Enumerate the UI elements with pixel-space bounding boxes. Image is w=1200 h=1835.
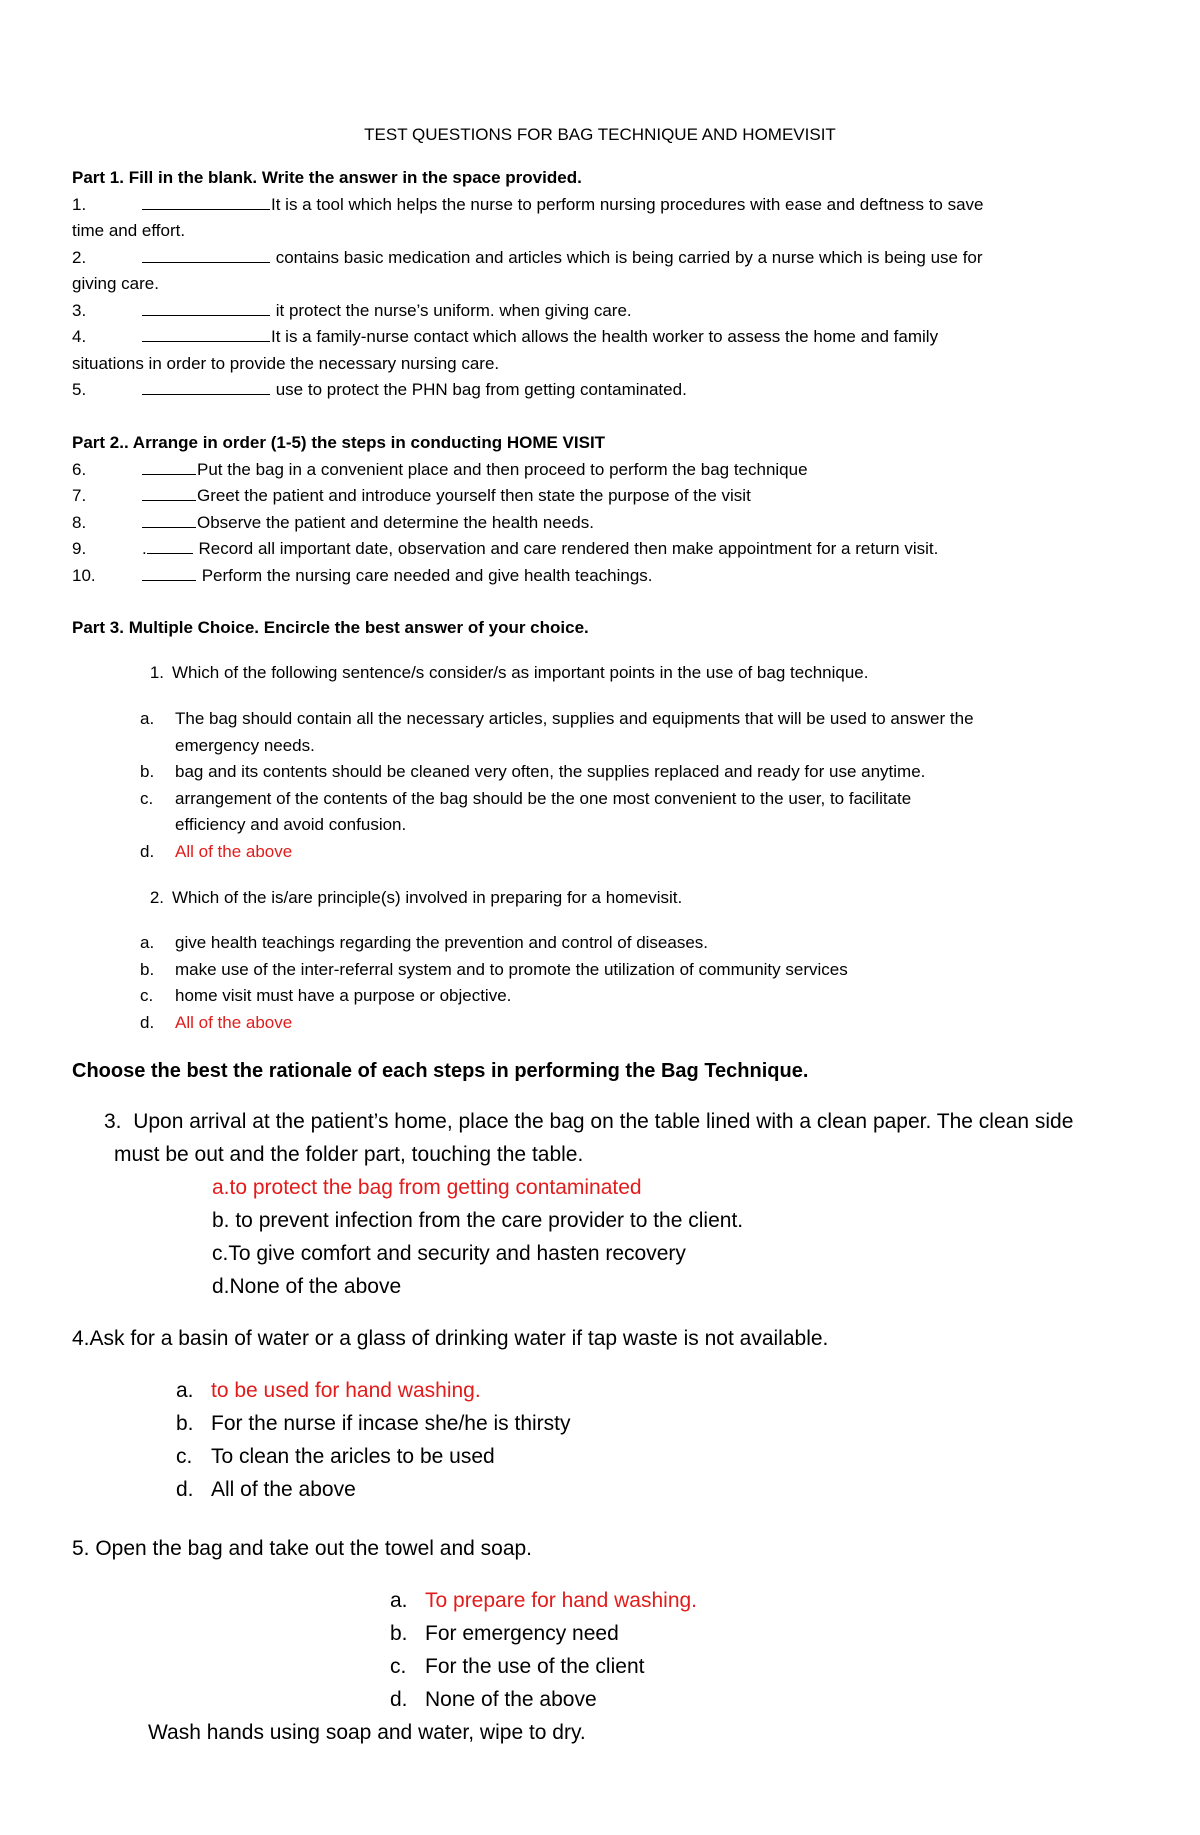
option-text: home visit must have a purpose or objective. bbox=[175, 986, 512, 1005]
footer-instruction: Wash hands using soap and water, wipe to dry. bbox=[148, 1721, 586, 1744]
option[interactable] bbox=[176, 1407, 1076, 1440]
option-letter: d. bbox=[390, 1688, 408, 1711]
item-text: It is a family-nurse contact which allows the health worker to assess the home and family bbox=[271, 327, 939, 346]
option-text: For emergency need bbox=[425, 1622, 619, 1645]
option-letter: c. bbox=[140, 788, 154, 808]
item-text: Put the bag in a convenient place and then proceed to perform the bag technique bbox=[197, 459, 808, 479]
option-text-cont: emergency needs. bbox=[175, 735, 315, 755]
option-text: arrangement of the contents of the bag should be the one most convenient to the user, to facilitate bbox=[175, 788, 912, 808]
item-text-cont: giving care. bbox=[72, 274, 159, 293]
item-text: it protect the nurse’s uniform. when giving care. bbox=[271, 300, 632, 320]
part1-item bbox=[72, 298, 1132, 325]
correct-answer-text: to be used for hand washing. bbox=[211, 1379, 481, 1402]
item-text: Observe the patient and determine the health needs. bbox=[197, 512, 594, 532]
correct-answer-text[interactable]: a.to protect the bag from getting contaminated bbox=[212, 1176, 642, 1199]
item-text: contains basic medication and articles which is being carried by a nurse which is being use for bbox=[271, 247, 983, 267]
option-text-cont: efficiency and avoid confusion. bbox=[175, 815, 407, 834]
answer-blank[interactable] bbox=[142, 325, 270, 342]
option-letter: c. bbox=[140, 986, 154, 1005]
part3-heading: Part 3. Multiple Choice. Encircle the best answer of your choice. bbox=[72, 618, 589, 637]
option-letter: d. bbox=[140, 1012, 155, 1032]
question-2 bbox=[72, 885, 1132, 912]
option[interactable] bbox=[140, 706, 1100, 759]
option[interactable] bbox=[176, 1473, 1076, 1506]
item-text: use to protect the PHN bag from getting contaminated. bbox=[271, 380, 687, 399]
question-4-options bbox=[176, 1374, 1076, 1506]
option[interactable] bbox=[390, 1650, 1090, 1683]
item-number: 6. bbox=[72, 459, 87, 479]
answer-blank[interactable] bbox=[142, 246, 270, 263]
part2-item bbox=[72, 457, 1132, 484]
item-text-cont: time and effort. bbox=[72, 221, 186, 240]
question-4: 4.Ask for a basin of water or a glass of drinking water if tap waste is not available. bbox=[72, 1327, 829, 1350]
item-number: 1. bbox=[72, 194, 87, 214]
rationale-heading: Choose the best the rationale of each steps in performing the Bag Technique. bbox=[72, 1060, 809, 1082]
question-2-options bbox=[140, 930, 1100, 1036]
correct-answer-text: To prepare for hand washing. bbox=[425, 1589, 698, 1612]
question-text: Upon arrival at the patient’s home, place the bag on the table lined with a clean paper. The clean side bbox=[133, 1110, 1074, 1133]
option-text[interactable]: d.None of the above bbox=[212, 1275, 402, 1298]
option-text: bag and its contents should be cleaned very often, the supplies replaced and ready for use anytime. bbox=[175, 762, 926, 781]
option-text[interactable]: c.To give comfort and security and hasten recovery bbox=[212, 1242, 686, 1265]
option-letter: b. bbox=[176, 1412, 194, 1435]
option[interactable] bbox=[176, 1374, 1076, 1407]
option[interactable] bbox=[390, 1617, 1090, 1650]
part2-item bbox=[72, 536, 1132, 563]
part1-heading: Part 1. Fill in the blank. Write the answer in the space provided. bbox=[72, 168, 582, 187]
item-number: 7. bbox=[72, 486, 87, 505]
option-text: For the nurse if incase she/he is thirsty bbox=[211, 1412, 571, 1435]
option[interactable] bbox=[140, 786, 1100, 839]
item-number: 10. bbox=[72, 565, 96, 585]
option[interactable] bbox=[140, 930, 1100, 957]
answer-blank[interactable] bbox=[142, 378, 270, 395]
order-blank[interactable] bbox=[142, 484, 196, 501]
question-3-options bbox=[212, 1171, 1112, 1303]
option[interactable] bbox=[390, 1683, 1090, 1716]
item-text-cont: situations in order to provide the necessary nursing care. bbox=[72, 353, 500, 373]
order-blank[interactable] bbox=[142, 458, 196, 475]
option-letter: d. bbox=[140, 841, 155, 861]
option[interactable] bbox=[140, 1010, 1100, 1037]
item-number: 2. bbox=[72, 247, 87, 267]
order-blank[interactable] bbox=[142, 511, 196, 528]
question-text: Which of the following sentence/s consider/s as important points in the use of bag technique. bbox=[172, 663, 869, 682]
option-text[interactable]: b. to prevent infection from the care provider to the client. bbox=[212, 1209, 744, 1232]
part2-item bbox=[72, 563, 1132, 590]
option-letter: a. bbox=[140, 709, 155, 728]
part1-section bbox=[72, 165, 1132, 404]
option-text: The bag should contain all the necessary articles, supplies and equipments that will be used to answer the bbox=[175, 709, 974, 728]
part2-item bbox=[72, 510, 1132, 537]
option-letter: a. bbox=[390, 1589, 408, 1612]
option[interactable] bbox=[140, 759, 1100, 786]
item-number: 5. bbox=[72, 380, 87, 399]
option-letter: c. bbox=[390, 1655, 407, 1678]
question-1 bbox=[72, 660, 1132, 687]
item-text: It is a tool which helps the nurse to perform nursing procedures with ease and deftness to save bbox=[271, 194, 984, 214]
part1-item bbox=[72, 377, 1132, 404]
option[interactable] bbox=[390, 1584, 1090, 1617]
answer-blank[interactable] bbox=[142, 193, 270, 210]
part2-section bbox=[72, 430, 1132, 589]
question-1-options bbox=[140, 706, 1100, 865]
item-number: 4. bbox=[72, 327, 87, 346]
option[interactable] bbox=[140, 839, 1100, 866]
option-letter: a. bbox=[140, 933, 155, 952]
answer-blank[interactable] bbox=[142, 299, 270, 316]
option-letter: b. bbox=[140, 762, 155, 781]
item-number: 9. bbox=[72, 539, 87, 558]
order-blank[interactable] bbox=[147, 537, 193, 554]
option-text: make use of the inter-referral system and to promote the utilization of community services bbox=[175, 959, 848, 979]
part2-item bbox=[72, 483, 1132, 510]
option-text: All of the above bbox=[211, 1478, 356, 1501]
option-letter: b. bbox=[390, 1622, 408, 1645]
part1-item bbox=[72, 192, 1132, 245]
page-title: TEST QUESTIONS FOR BAG TECHNIQUE AND HOMEVISIT bbox=[364, 125, 836, 144]
item-text: Record all important date, observation and care rendered then make appointment for a return visit. bbox=[193, 539, 939, 558]
option[interactable] bbox=[176, 1440, 1076, 1473]
option-letter: a. bbox=[176, 1379, 194, 1402]
part1-item bbox=[72, 324, 1132, 377]
part1-item bbox=[72, 245, 1132, 298]
question-number: 3. bbox=[104, 1110, 122, 1133]
item-text: Greet the patient and introduce yourself then state the purpose of the visit bbox=[197, 486, 751, 505]
question-3 bbox=[104, 1105, 1144, 1171]
question-number: 1. bbox=[149, 663, 164, 682]
option[interactable] bbox=[140, 957, 1100, 984]
option-letter: d. bbox=[176, 1478, 194, 1501]
item-number: 3. bbox=[72, 300, 87, 320]
question-text: Which of the is/are principle(s) involved in preparing for a homevisit. bbox=[172, 888, 683, 907]
correct-answer-text: All of the above bbox=[175, 841, 293, 861]
correct-answer-text: All of the above bbox=[175, 1012, 293, 1032]
part2-heading: Part 2.. Arrange in order (1-5) the steps in conducting HOME VISIT bbox=[72, 433, 606, 452]
item-prefix: . bbox=[142, 539, 147, 558]
option-text: give health teachings regarding the prevention and control of diseases. bbox=[175, 933, 709, 952]
item-number: 8. bbox=[72, 512, 87, 532]
question-5: 5. Open the bag and take out the towel and soap. bbox=[72, 1537, 533, 1560]
question-5-options bbox=[390, 1584, 1090, 1716]
option[interactable] bbox=[140, 983, 1100, 1010]
question-number: 2. bbox=[149, 888, 164, 907]
option-letter: c. bbox=[176, 1445, 193, 1468]
option-text: To clean the aricles to be used bbox=[211, 1445, 495, 1468]
option-letter: b. bbox=[140, 959, 155, 979]
option-text: None of the above bbox=[425, 1688, 597, 1711]
option-text: For the use of the client bbox=[425, 1655, 645, 1678]
question-text-cont: must be out and the folder part, touching the table. bbox=[114, 1143, 584, 1166]
order-blank[interactable] bbox=[142, 564, 196, 581]
item-text: Perform the nursing care needed and give health teachings. bbox=[197, 565, 653, 585]
